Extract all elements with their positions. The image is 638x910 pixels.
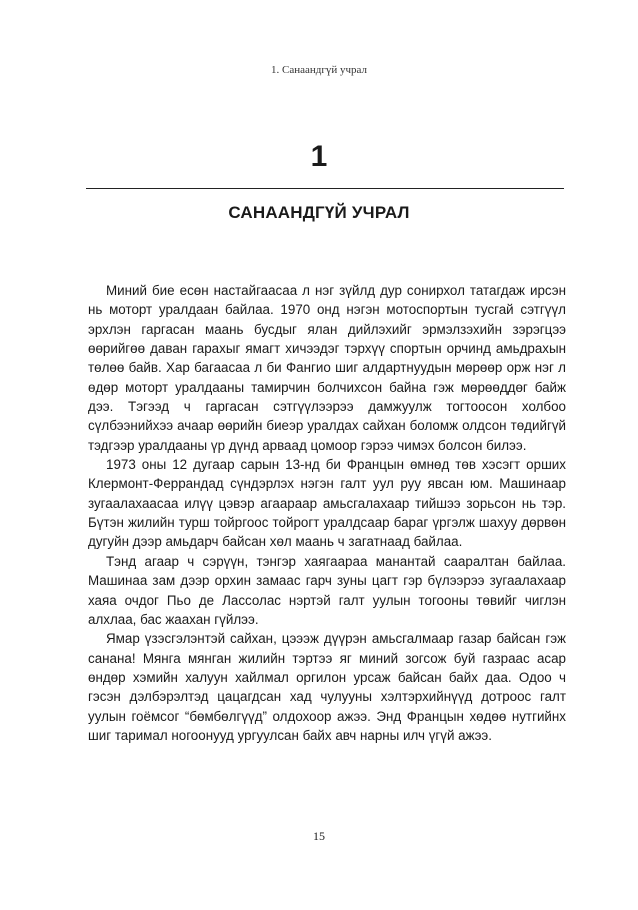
chapter-number: 1 [310, 140, 328, 173]
paragraph: Тэнд агаар ч сэрүүн, тэнгэр хаягаараа манантай саарaлтан байлаа. Машинаа зам дээр орхин замаас гарч зуны цагт гэр бүлээрээ зугаалахаар хаяа очдог Пьо де Лассолас нэртэй галт уулын тогооны төвийг чиглэн алхлаа, бас жаахан гүйлээ. [88, 553, 566, 627]
paragraph: Ямар үзэсгэлэнтэй сайхан, цэээж дүүрэн амьсгалмаар газар байсан гэж санана! Мянга мянган жилийн тэртээ яг миний зогсож буй газраас асар өндөр хэмийн халуун хайлмал оргилон урсаж байсан байх даа. Одоо ч гэсэн дэлбэрэлтэд цацагдсан хад чулууны хэлтэрхийнүүд дотроос галт уулын гоёмсог “бөмбөлгүүд” олдохоор ажээ. Энд Францын хөдөө нутгийнх шиг таримал ногоонууд ургуулсан байх авч нарны илч үгүй ажээ. [88, 631, 566, 743]
chapter-divider [86, 188, 564, 189]
running-header: 1. Санаандгүй учрал [270, 64, 367, 76]
page-number: 15 [313, 829, 325, 843]
chapter-body [88, 281, 566, 745]
chapter-title: САНААНДГҮЙ УЧРАЛ [228, 203, 410, 222]
paragraph: 1973 оны 12 дугаар сарын 13-нд би Францын өмнөд төв хэсэгт орших Клермонт-Феррандад сүндэрлэх нэгэн галт уул руу явсан юм. Машинаар зугаалахаасаа илүү цэвэр агаараар амьсгалахаар тийшээ зорьсон нь тэр. Бүтэн жилийн турш тойргоос тойрогт уралдсаар бараг үргэлж шахуу дөрвөн дугуйн дээр амьдарч байсан хөл маань ч загатнаад байлаа. [88, 457, 566, 550]
paragraph: Миний бие есөн настайгаасаа л нэг зүйлд дур сонирхол татагдаж ирсэн нь моторт уралдаан байлаа. 1970 онд нэгэн мотоспортын тусгай сэтгүүл эрхлэн гаргасан маань бусдыг ялан дийлэхийг эрмэлзэхийн зэрэгцээ өөрийгөө даван гарахыг ямагт хичээдэг тэрхүү спортын орчинд амьдрахын төлөө байв. Хар багаасаа л би Фангио шиг алдартнуудын мөрөөр орж нэг л өдөр моторт уралдааны тамирчин болчихсон байна гэж мөрөөддөг байж дээ. Тэгээд ч гаргасан сэтгүүлээрээ дамжуулж тогтоосон холбоо сүлбээнийхээ ачаар өөрийн биеэр уралдах сайхан боломж олдсон төдийгүй тэдгээр уралдааны үр дүнд арваад цомоор гэрээ чимэх болсон билээ. [88, 283, 566, 453]
